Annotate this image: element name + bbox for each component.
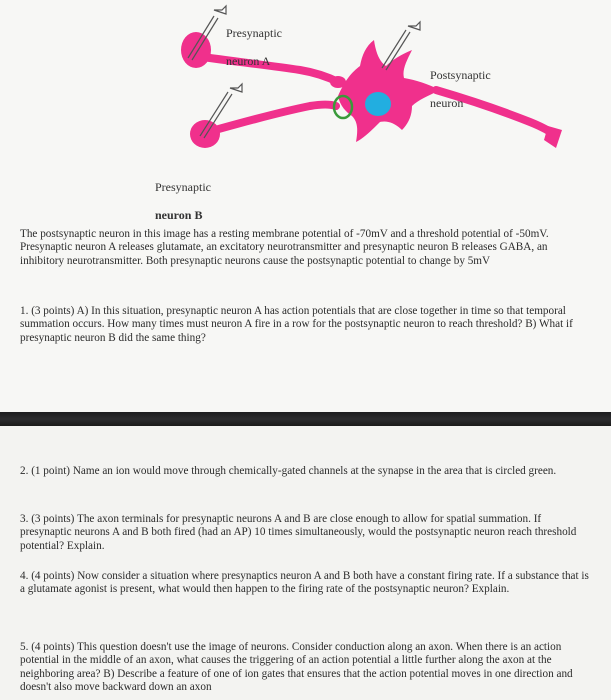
- label-postsynaptic-neuron: Postsynaptic neuron: [430, 68, 491, 110]
- question-1: 1. (3 points) A) In this situation, presynaptic neuron A has action potentials that are close together in time so that temporal summation occurs. How many times must neuron A fire in a row for the postsynaptic neuron to reach threshold? B) What if presynaptic neuron B did the same thing?: [20, 305, 573, 344]
- page-divider: [0, 412, 611, 426]
- presynaptic-neuron-b-axon: [208, 105, 336, 133]
- question-4: 4. (4 points) Now consider a situation where presynaptics neuron A and B both have a constant firing rate. If a substance that is a glutamate agonist is present, what would then happen to the firing rate of the postsynaptic neuron? Explain.: [20, 570, 589, 596]
- neuron-diagram: [0, 0, 611, 200]
- presynaptic-neuron-b-soma: [190, 120, 220, 148]
- question-2: 2. (1 point) Name an ion would move through chemically-gated channels at the synapse in the area that is circled green.: [20, 465, 557, 477]
- intro-paragraph: The postsynaptic neuron in this image has a resting membrane potential of -70mV and a threshold potential of -50mV. Presynaptic neuron A releases glutamate, an excitatory neurotransmitter and presynaptic neuron B releases GABA, an inhibitory neurotransmitter. Both presynaptic neurons cause the postsynaptic potential to change by 5mV: [20, 228, 549, 267]
- label-presynaptic-neuron-a: Presynaptic neuron A: [226, 26, 282, 68]
- postsynaptic-neuron-soma: [338, 40, 440, 142]
- postsynaptic-nucleus: [365, 92, 391, 116]
- label-presynaptic-neuron-b: Presynaptic neuron B: [155, 180, 211, 222]
- question-5: 5. (4 points) This question doesn't use the image of neurons. Consider conduction along an axon. When there is an action potential in the middle of an axon, what causes the triggering of an action potential a little further along the axon at the neighboring area? B) Describe a feature of one of ion gates that ensures that the action potential moves in one direction and doesn't also move backward down an axon: [20, 641, 573, 694]
- question-3: 3. (3 points) The axon terminals for presynaptic neurons A and B are close enough to allow for spatial summation. If presynaptic neurons A and B both fired (had an AP) 10 times simultaneously, would the postsynaptic neuron reach threshold potential? Explain.: [20, 513, 577, 552]
